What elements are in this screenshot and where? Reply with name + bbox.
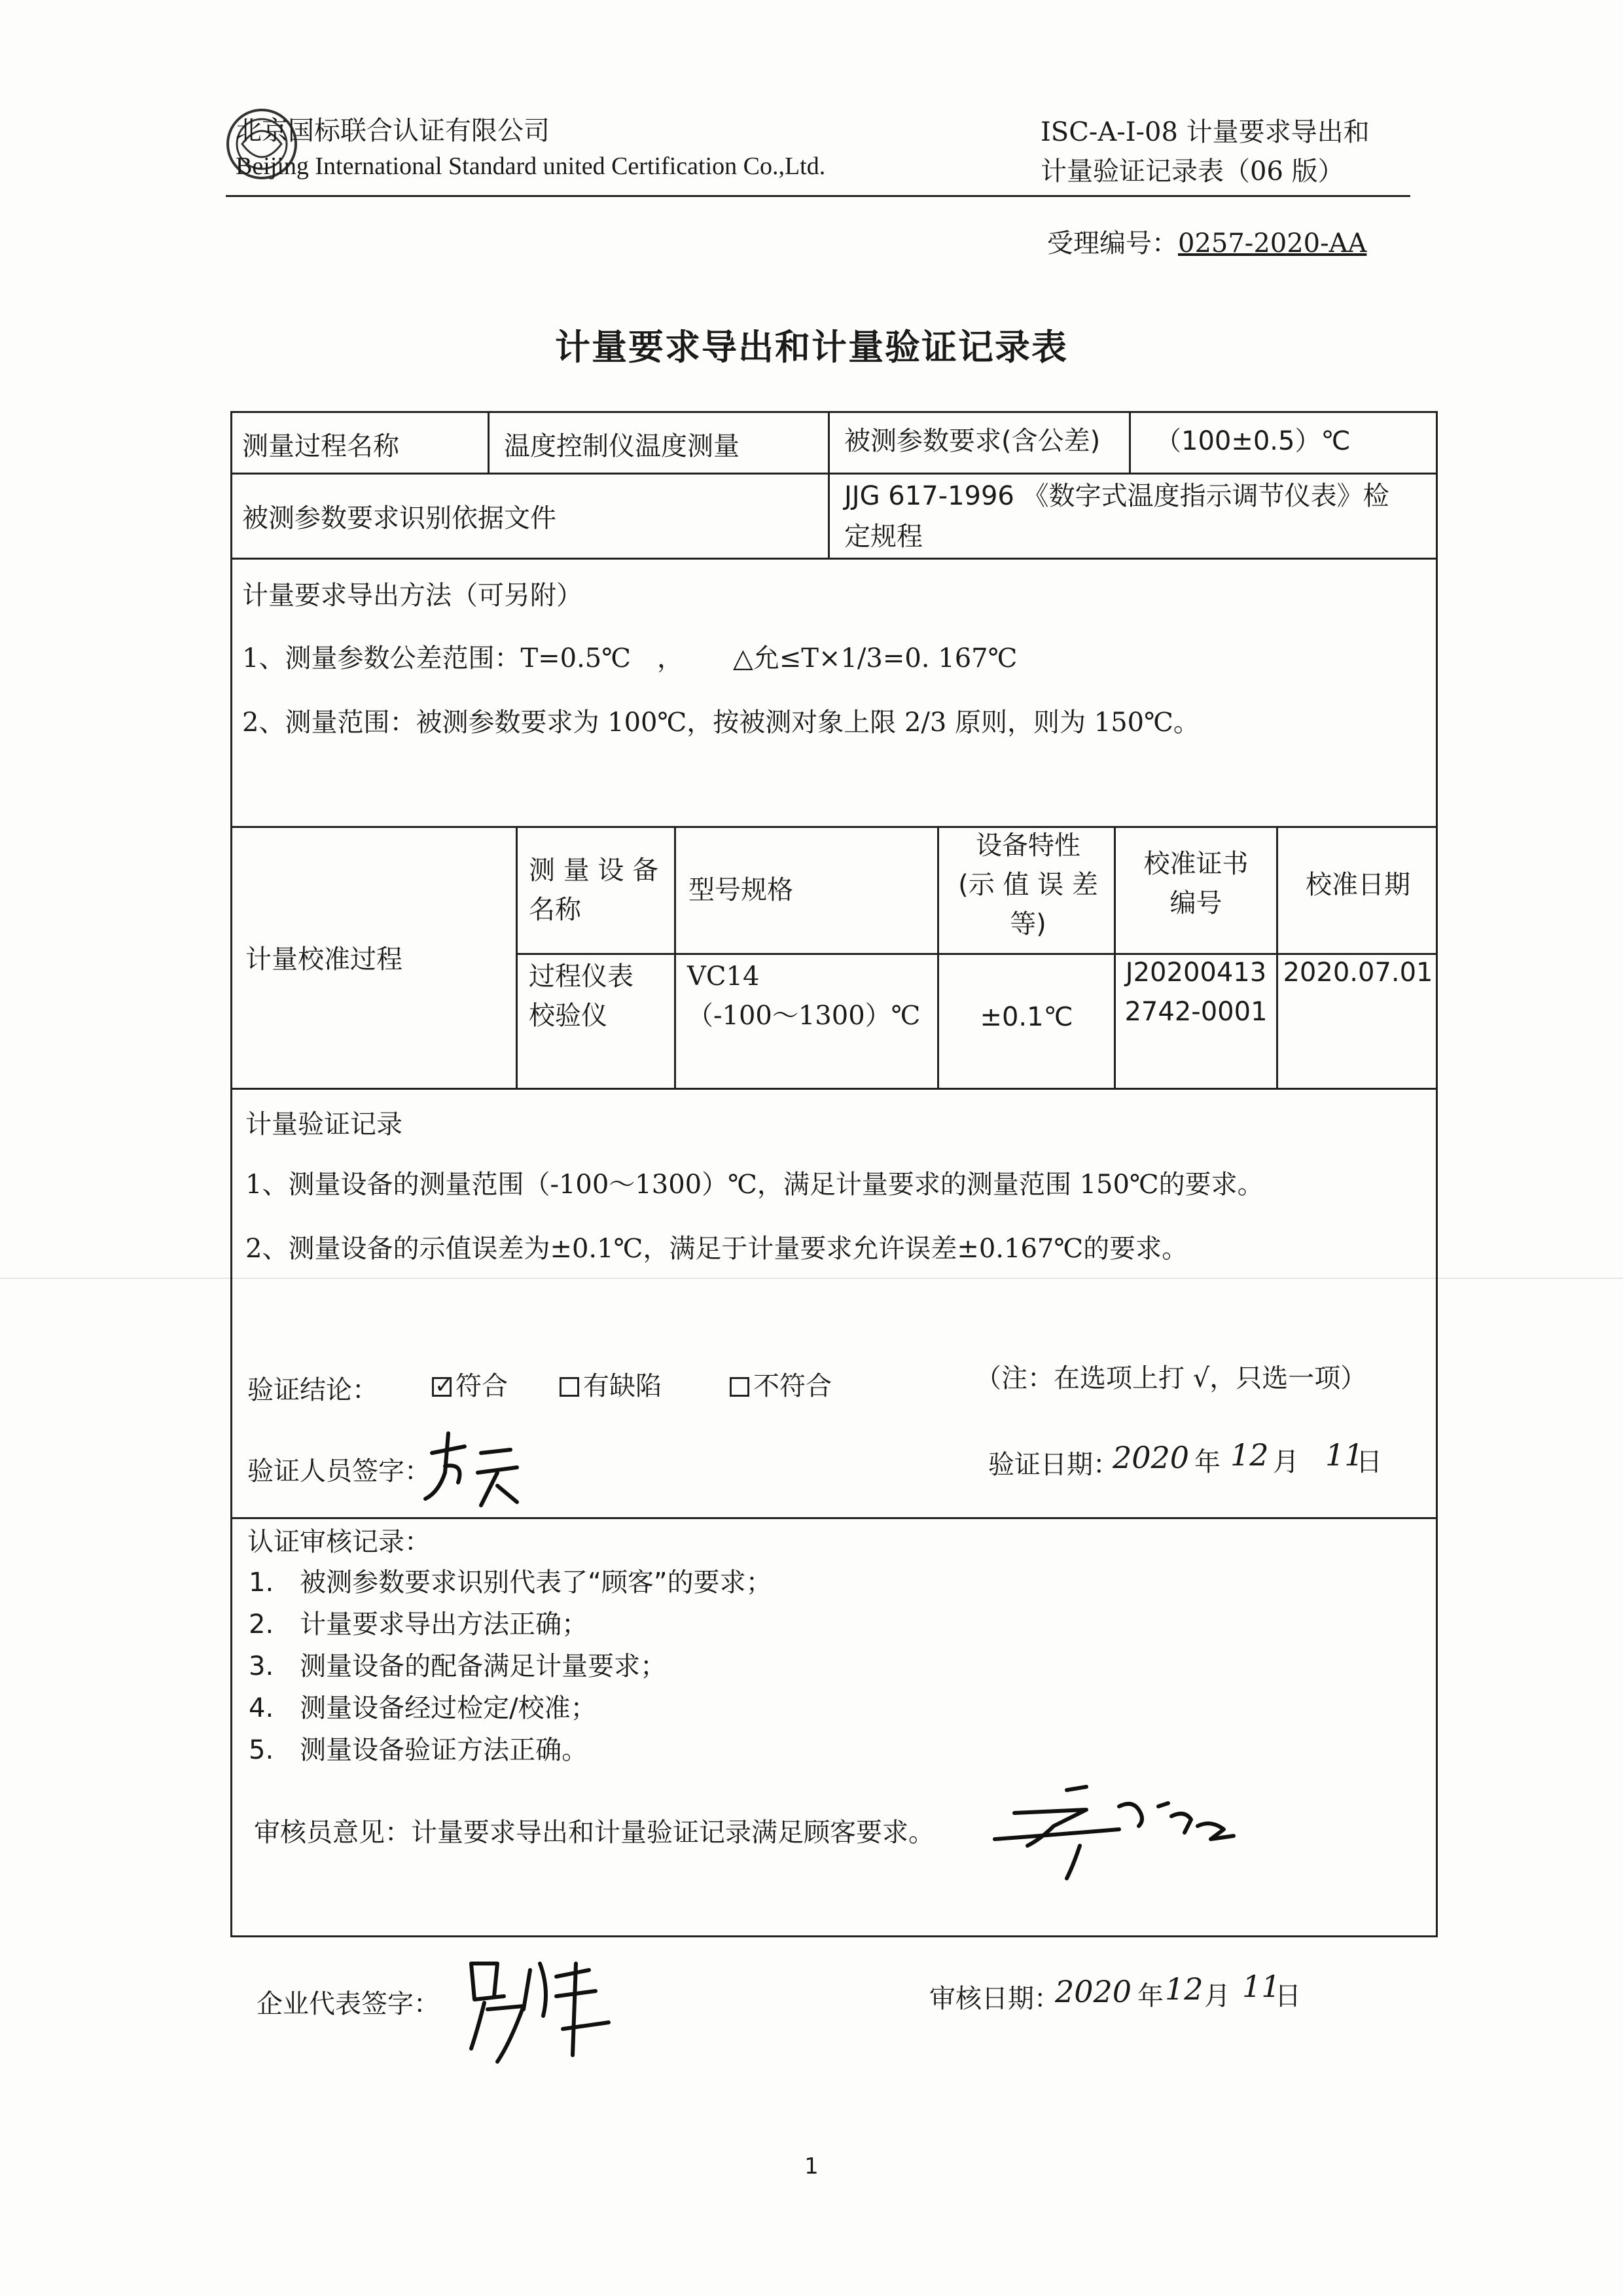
representative-signature-label: 企业代表签字： (257, 1989, 440, 2019)
row-equipment-name-line2: 校验仪 (529, 1001, 607, 1031)
col-certificate-line1: 校准证书 (1143, 849, 1249, 879)
audit-item: 1. 被测参数要求识别代表了“顾客”的要求； (249, 1568, 772, 1598)
auditor-opinion: 审核员意见：计量要求导出和计量验证记录满足顾客要求。 (254, 1818, 935, 1848)
row-certificate-line1: J20200413 (1125, 958, 1267, 988)
col-characteristic-line2: (示 值 误 差 (958, 870, 1098, 900)
table-rule (488, 411, 490, 473)
audit-item: 3. 测量设备的配备满足计量要求； (249, 1651, 667, 1681)
option-defect-label: 有缺陷 (583, 1371, 662, 1401)
verify-date-yue: 月 (1273, 1447, 1299, 1477)
document-code (1041, 113, 1407, 191)
audit-date-nian: 年 (1137, 1981, 1164, 2011)
derivation-item-1b: △允≤T×1/3=0. 167℃ (733, 643, 1018, 673)
table-rule (828, 411, 830, 558)
basis-label: 被测参数要求识别依据文件 (242, 503, 556, 533)
reference-number (1047, 223, 1366, 260)
verify-date-nian: 年 (1194, 1447, 1221, 1477)
table-rule (230, 473, 1438, 475)
col-characteristic-line3: 等) (1010, 909, 1046, 939)
audit-date-year: 2020 (1055, 1974, 1132, 2009)
col-certificate (1116, 844, 1276, 923)
option-fail-label: 不符合 (753, 1371, 832, 1401)
derivation-item-1a: 1、测量参数公差范围：T=0.5℃ ， (242, 643, 684, 673)
audit-item: 5. 测量设备验证方法正确。 (249, 1735, 588, 1765)
row-characteristic: ±0.1℃ (980, 1002, 1073, 1032)
row-model-line1: VC14 (687, 961, 760, 992)
document-code-line1: ISC-A-I-08 计量要求导出和 (1041, 117, 1370, 147)
audit-date-month: 12 (1165, 1971, 1204, 2007)
row-model-line2: （-100～1300）℃ (687, 1001, 921, 1031)
row-equipment-name (529, 957, 633, 1035)
audit-title: 认证审核记录： (247, 1527, 431, 1557)
reference-label: 受理编号： (1047, 228, 1178, 259)
option-defect[interactable] (560, 1367, 662, 1406)
reference-value: 0257-2020-AA (1178, 228, 1367, 259)
row-model (687, 957, 920, 1035)
table-rule (230, 826, 1438, 828)
verify-title: 计量验证记录 (245, 1109, 402, 1139)
header-rule (226, 195, 1410, 197)
col-equipment-name-line1: 测 量 设 备 (529, 855, 659, 886)
conclusion-note: （注：在选项上打 √，只选一项） (975, 1363, 1367, 1393)
row-date: 2020.07.01 (1283, 958, 1433, 988)
checkbox-icon[interactable] (560, 1377, 579, 1397)
option-pass[interactable] (432, 1367, 508, 1406)
table-rule (1129, 411, 1131, 473)
verify-item-2: 2、测量设备的示值误差为±0.1℃，满足于计量要求允许误差±0.167℃的要求。 (245, 1234, 1188, 1264)
derivation-item-2: 2、测量范围：被测参数要求为 100℃，按被测对象上限 2/3 原则，则为 150℃。 (242, 708, 1200, 738)
param-req-value: （100±0.5）℃ (1155, 426, 1351, 456)
basis-value-line2: 定规程 (844, 522, 923, 552)
page-title: 计量要求导出和计量验证记录表 (555, 326, 1068, 368)
audit-date-label: 审核日期： (929, 1984, 1060, 2014)
row-certificate (1116, 953, 1276, 1031)
verify-item-1: 1、测量设备的测量范围（-100～1300）℃，满足计量要求的测量范围 150℃的要求。 (245, 1170, 1264, 1200)
audit-item: 4. 测量设备经过检定/校准； (249, 1693, 597, 1723)
col-characteristic-line1: 设备特性 (976, 831, 1080, 861)
table-rule (674, 826, 676, 1088)
representative-signature-icon (458, 1950, 615, 2068)
param-req-label: 被测参数要求(含公差) (844, 426, 1101, 456)
table-rule (937, 826, 939, 1088)
table-rule (230, 1517, 1438, 1519)
col-certificate-line2: 编号 (1169, 888, 1222, 918)
document-code-line2: 计量验证记录表（06 版） (1041, 156, 1344, 187)
checkbox-icon[interactable] (730, 1377, 749, 1397)
derivation-title: 计量要求导出方法（可另附） (242, 581, 582, 611)
verify-date-year: 2020 (1113, 1440, 1190, 1475)
table-rule (230, 558, 1438, 560)
process-name-value: 温度控制仪温度测量 (504, 431, 740, 461)
verify-date-month: 12 (1230, 1437, 1269, 1473)
verify-date-label: 验证日期： (988, 1450, 1119, 1480)
basis-value-line1: JJG 617-1996 《数字式温度指示调节仪表》检 (844, 481, 1389, 511)
col-model: 型号规格 (688, 875, 793, 905)
col-characteristic (942, 826, 1114, 944)
page-number: 1 (804, 2153, 819, 2179)
row-certificate-line2: 2742-0001 (1124, 997, 1268, 1027)
verifier-signature-label: 验证人员签字： (247, 1456, 431, 1486)
conclusion-label: 验证结论： (247, 1375, 378, 1405)
process-name-label: 测量过程名称 (242, 431, 399, 461)
verifier-signature-icon (419, 1427, 524, 1512)
audit-item: 2. 计量要求导出方法正确； (249, 1609, 588, 1640)
audit-date-yue: 月 (1204, 1981, 1230, 2011)
company-name-cn: 北京国标联合认证有限公司 (236, 116, 550, 146)
row-equipment-name-line1: 过程仪表 (529, 961, 633, 992)
audit-date-day: 11 (1242, 1969, 1281, 2004)
option-pass-label: 符合 (455, 1371, 508, 1401)
verify-date-ri: 日 (1356, 1447, 1382, 1477)
auditor-signature-icon (988, 1774, 1250, 1885)
option-fail[interactable] (730, 1367, 832, 1406)
col-date: 校准日期 (1306, 870, 1410, 900)
verify-date-day: 11 (1325, 1437, 1364, 1473)
calibration-label: 计量校准过程 (245, 944, 402, 975)
company-name-en: Beijing International Standard united Certification Co.,Ltd. (236, 152, 826, 180)
checkbox-checked-icon[interactable] (432, 1377, 452, 1397)
audit-date-ri: 日 (1275, 1981, 1301, 2011)
table-rule (516, 826, 518, 1088)
table-rule (230, 1088, 1438, 1090)
col-equipment-name (529, 851, 658, 929)
col-equipment-name-line2: 名称 (529, 895, 581, 925)
